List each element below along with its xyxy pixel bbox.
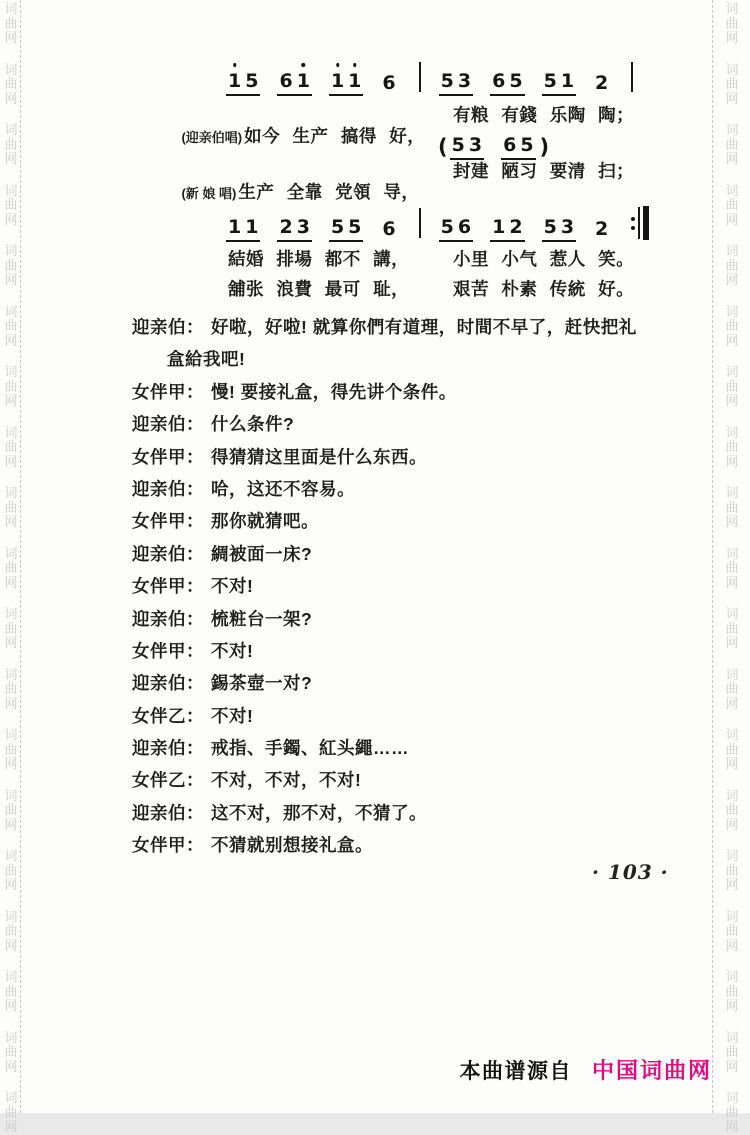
repeat-dots-icon [631,217,635,221]
pickup-notes [438,126,551,160]
dialogue-line [132,314,692,346]
note-group [490,70,524,96]
watermark-char: 词 [4,848,18,863]
footer-source-text: 本曲谱源自 [459,1059,572,1083]
watermark-group [4,244,17,288]
note-group [329,70,363,96]
note-digit: 3 [457,70,472,92]
watermark-char: 曲 [725,136,739,152]
paren-mark: ) [539,135,550,159]
octave-dot-icon [302,63,306,67]
watermark-char: 曲 [4,741,18,757]
dialogue-speaker: 迎亲伯： [132,317,204,337]
note-digit: 1 [492,216,506,238]
dialogue-text: 哈，这还不容易。 [211,478,355,499]
watermark-char: 曲 [4,439,18,454]
note-group [542,70,576,96]
watermark-group [4,1091,17,1135]
footer-brand-text: 中国词曲网 [591,1058,712,1083]
watermark-char: 词 [725,787,739,803]
watermark-char: 网 [725,30,739,45]
note-digit: 5 [440,216,454,238]
note-digit: 6 [382,218,396,240]
watermark-char: 曲 [4,620,18,636]
dialogue-text: 戒指、手鐲、紅头繩…… [211,738,409,759]
watermark-group [725,426,738,470]
barline-icon [419,62,421,92]
dialogue-speaker: 女伴甲： [132,446,204,467]
watermark-char: 曲 [725,560,739,575]
watermark-group [4,184,17,228]
note-digit: 1 [348,70,361,92]
watermark-char: 词 [725,485,739,500]
dialogue-text: 不对! [211,705,254,726]
watermark-char: 网 [4,1058,18,1074]
dialogue-speaker: 女伴甲： [132,640,204,661]
note-digit: 5 [509,70,523,92]
repeat-thick-bar-icon [643,206,649,240]
watermark-char: 曲 [4,681,18,696]
watermark-char: 网 [725,1119,739,1134]
watermark-char: 词 [725,606,739,621]
note-group [439,70,473,96]
watermark-group [725,184,738,228]
watermark-char: 网 [725,998,739,1013]
note-group [593,218,610,242]
watermark-group [725,547,738,591]
watermark-group [725,910,738,954]
dialogue-line [132,767,692,799]
lyric-row-4: 舖张 浪費 最可 耻， [228,279,410,299]
watermark-group [725,728,738,772]
watermark-char: 词 [725,303,739,319]
note-group [439,216,473,242]
note-group [226,216,260,242]
dialogue-line [132,508,692,540]
watermark-char: 词 [4,787,18,803]
watermark-char: 网 [725,211,739,227]
watermark-group [725,1091,738,1135]
watermark-char: 曲 [725,741,739,757]
watermark-group [4,910,17,954]
note-group [329,216,363,242]
dialogue-speaker: 女伴乙： [132,770,204,791]
dialogue-text: 不对，不对，不对! [211,770,362,791]
watermark-char: 词 [4,969,18,984]
watermark-char: 曲 [725,923,739,938]
watermark-group [4,728,17,772]
watermark-char: 曲 [4,197,18,212]
watermark-char: 曲 [4,257,18,273]
watermark-char: 词 [4,61,18,77]
watermark-char: 网 [4,877,18,892]
dialogue-text: 不对! [211,640,254,661]
dialogue-speaker: 女伴甲： [132,511,204,532]
note-group [542,216,576,242]
watermark-group [725,486,738,530]
note-digit: 6 [492,70,506,92]
watermark-char: 网 [4,514,18,529]
watermark-group [4,668,17,712]
watermark-char: 曲 [725,378,739,394]
dialogue-line [132,379,692,411]
dialogue-speaker: 女伴甲： [132,835,204,856]
watermark-char: 网 [725,574,739,590]
watermark-char: 词 [725,848,739,863]
watermark-char: 词 [725,908,739,924]
watermark-char: 词 [725,364,739,379]
watermark-char: 词 [4,1090,18,1105]
note-group [450,134,484,160]
watermark-char: 网 [725,90,739,106]
note-group [490,216,524,242]
note-digit: 2 [279,216,293,238]
watermark-char: 曲 [4,15,18,31]
note-digit: 1 [331,70,344,92]
dialogue-speaker: 迎亲伯： [132,802,204,823]
watermark-char: 网 [725,1058,739,1074]
footer [0,1054,712,1085]
watermark-group [725,305,738,349]
barline-icon [631,62,633,92]
note-digit: 5 [348,216,362,238]
note-digit: 6 [457,216,472,238]
watermark-group [4,123,17,167]
watermark-char: 网 [4,937,18,953]
dialogue-line [132,444,692,476]
watermark-group [725,970,738,1014]
note-digit: 1 [297,70,310,92]
watermark-group [725,789,738,833]
watermark-group [725,1031,738,1075]
watermark-char: 曲 [4,1044,18,1059]
dialogue-speaker: 迎亲伯： [132,608,204,629]
note-digit: 5 [440,70,454,92]
note-digit: 6 [503,134,517,156]
watermark-char: 曲 [725,197,739,212]
watermark-char: 曲 [725,76,739,91]
page-number: · 103 · [592,860,669,884]
watermark-group [4,970,17,1014]
watermark-char: 词 [725,1090,739,1105]
note-digit: 2 [595,218,609,240]
watermark-char: 词 [725,424,739,440]
watermark-char: 曲 [4,136,18,152]
watermark-char: 词 [725,666,739,682]
watermark-group [725,607,738,651]
watermark-char: 网 [4,816,18,832]
watermark-char: 词 [4,727,18,742]
note-group [380,72,397,96]
dialogue-line [132,638,692,670]
watermark-char: 网 [4,453,18,469]
watermark-group [4,547,17,591]
octave-dot-icon [233,63,237,67]
watermark-group [4,849,17,893]
dialogue-text: 綢被面一床? [211,543,313,564]
watermark-char: 网 [4,1119,18,1134]
watermark-char: 词 [4,243,18,258]
watermark-char: 网 [4,211,18,227]
watermark-char: 曲 [4,862,18,878]
note-digit: 5 [330,216,345,238]
octave-dot-icon [336,63,340,67]
note-digit: 2 [595,72,609,94]
watermark-char: 网 [4,393,18,408]
watermark-char: 词 [4,606,18,621]
watermark-char: 网 [725,332,739,348]
watermark-char: 词 [4,908,18,924]
dialogue-text: 不猜就别想接礼盒。 [211,835,373,856]
dialogue-text: 那你就猜吧。 [211,511,319,532]
dialogue-line [132,541,692,573]
dialogue-speaker: 迎亲伯： [132,414,204,435]
watermark-char: 词 [725,182,739,198]
repeat-thin-bar-icon [638,207,640,239]
watermark-group [725,244,738,288]
dialogue-text: 这不对，那不对，不猜了。 [211,802,427,823]
watermark-group [4,486,17,530]
lyric-2-phrase-a: 生产 全靠 党領 导， [238,182,420,202]
lyric-row-4b: 艰苦 朴素 传統 好。 [453,279,635,299]
watermark-char: 词 [725,727,739,742]
dialogue-speaker: 迎亲伯： [132,478,204,499]
note-group [501,134,535,160]
lyric-row-3: 結婚 排場 都不 講， [228,249,410,269]
watermark-char: 网 [725,877,739,892]
watermark-char: 曲 [4,802,18,817]
watermark-char: 网 [725,272,739,287]
watermark-char: 网 [4,756,18,771]
watermark-char: 网 [725,151,739,166]
watermark-char: 词 [4,424,18,440]
music-line-1 [226,58,651,96]
watermark-char: 词 [725,1029,739,1045]
watermark-group [4,63,17,107]
watermark-char: 词 [4,666,18,682]
watermark-char: 词 [725,122,739,137]
dialogue-line [132,346,692,378]
watermark-char: 词 [725,61,739,77]
watermark-group [4,305,17,349]
dialogue-line [132,703,692,735]
watermark-char: 曲 [725,1044,739,1059]
watermark-char: 词 [725,545,739,561]
lyric-1-phrase-a: 如今 生产 搞得 好， [244,126,426,146]
note-digit: 1 [560,70,575,92]
watermark-char: 词 [4,303,18,319]
dialogue-text: 盒給我吧! [167,349,246,370]
watermark-group [4,607,17,651]
watermark-group [725,123,738,167]
watermark-char: 曲 [725,681,739,696]
dialogue-line [132,411,692,443]
singer-label-1: (迎亲伯唱) [181,130,243,145]
dialogue-line [132,735,692,767]
dialogue-text: 什么条件? [211,414,295,435]
watermark-char: 网 [4,30,18,45]
watermark-char: 曲 [4,1104,18,1120]
watermark-group [725,668,738,712]
watermark-char: 曲 [4,76,18,91]
note-digit: 3 [560,216,575,238]
watermark-char: 曲 [725,1104,739,1120]
watermark-char: 网 [725,514,739,529]
watermark-char: 网 [4,332,18,348]
note-digit: 3 [296,216,310,238]
dialogue-line [132,670,692,702]
dialogue-line [132,476,692,508]
note-digit: 1 [228,70,241,92]
watermark-char: 曲 [725,439,739,454]
watermark-char: 曲 [725,620,739,636]
watermark-char: 网 [4,574,18,590]
dialogue-speaker: 迎亲伯： [132,543,204,564]
note-digit: 6 [382,72,396,94]
dialogue-text: 得猜猜这里面是什么东西。 [211,446,427,467]
dialogue-line [132,573,692,605]
watermark-char: 曲 [4,378,18,394]
watermark-char: 曲 [725,802,739,817]
watermark-char: 网 [4,695,18,711]
watermark-char: 网 [725,756,739,771]
watermark-char: 曲 [4,983,18,999]
watermark-char: 网 [725,453,739,469]
watermark-char: 网 [4,151,18,166]
note-digit: 5 [451,134,465,156]
watermark-char: 曲 [725,318,739,333]
dialogue-text: 梳粧台一架? [211,608,313,629]
watermark-char: 网 [4,998,18,1013]
note-digit: 3 [468,134,483,156]
octave-dot-icon [353,63,357,67]
music-line-2 [226,204,649,242]
watermark-char: 曲 [725,499,739,515]
watermark-char: 曲 [4,318,18,333]
watermark-group [725,365,738,409]
dialogue-text: 不对! [211,576,254,597]
watermark-char: 曲 [725,862,739,878]
note-digit: 5 [520,134,534,156]
dialogue-text: 好啦，好啦! 就算你們有道理，时間不早了，赶快把礼 [211,317,637,337]
watermark-char: 网 [725,937,739,953]
watermark-char: 曲 [725,983,739,999]
watermark-char: 网 [725,635,739,650]
watermark-char: 词 [725,243,739,258]
lyric-row-3b: 小里 小气 惹人 笑。 [453,249,635,269]
note-digit: 1 [228,216,242,238]
paren-mark: ( [438,135,448,159]
repeat-end-icon [631,206,649,240]
note-digit: 1 [245,216,259,238]
watermark-char: 词 [4,545,18,561]
barline-icon [419,208,421,238]
watermark-char: 词 [4,122,18,137]
watermark-group [4,2,17,46]
note-group [593,72,610,96]
note-group [380,218,397,242]
watermark-group [725,849,738,893]
watermark-char: 词 [725,969,739,984]
watermark-char: 词 [4,1,18,16]
watermark-char: 网 [725,816,739,832]
left-edge-dashed-line [20,0,21,1113]
watermark-column-left [2,1,20,1134]
watermark-group [725,2,738,46]
watermark-group [4,365,17,409]
dialogue-speaker: 迎亲伯： [132,673,204,694]
watermark-char: 词 [725,1,739,16]
dialogue-text: 慢! 要接礼盒，得先讲个条件。 [211,381,457,402]
watermark-char: 曲 [4,560,18,575]
note-digit: 5 [245,70,259,92]
lyric-row-1b: 有粮 有錢 乐陶 陶； [453,105,635,125]
watermark-char: 网 [4,90,18,106]
note-group [277,70,311,96]
watermark-char: 词 [4,364,18,379]
watermark-column-right [723,1,741,1134]
dialogue-speaker: 迎亲伯： [132,738,204,759]
singer-label-2: (新 娘 唱) [181,186,237,201]
dialogue-text: 錫茶壺一对? [211,673,313,694]
dialogue-speaker: 女伴甲： [132,381,204,402]
dialogue-speaker: 女伴乙： [132,705,204,726]
dialogue-speaker: 女伴甲： [132,576,204,597]
watermark-group [4,789,17,833]
watermark-char: 网 [4,272,18,287]
watermark-group [725,63,738,107]
note-digit: 5 [543,70,557,92]
note-digit: 2 [509,216,523,238]
watermark-char: 词 [4,1029,18,1045]
watermark-char: 词 [4,182,18,198]
right-edge-dashed-line [712,0,713,1113]
watermark-char: 曲 [725,15,739,31]
watermark-char: 词 [4,485,18,500]
lyric-row-2b: 封建 陋习 要清 扫； [453,161,635,181]
note-digit: 6 [279,70,293,92]
dialogue-line [132,606,692,638]
watermark-char: 网 [725,393,739,408]
watermark-char: 曲 [725,257,739,273]
note-digit: 5 [543,216,557,238]
watermark-char: 网 [4,635,18,650]
dialogue-block [132,314,692,865]
watermark-char: 曲 [4,923,18,938]
note-group [226,70,260,96]
watermark-group [4,426,17,470]
watermark-char: 曲 [4,499,18,515]
dialogue-line [132,800,692,832]
watermark-char: 网 [725,695,739,711]
note-group [277,216,311,242]
